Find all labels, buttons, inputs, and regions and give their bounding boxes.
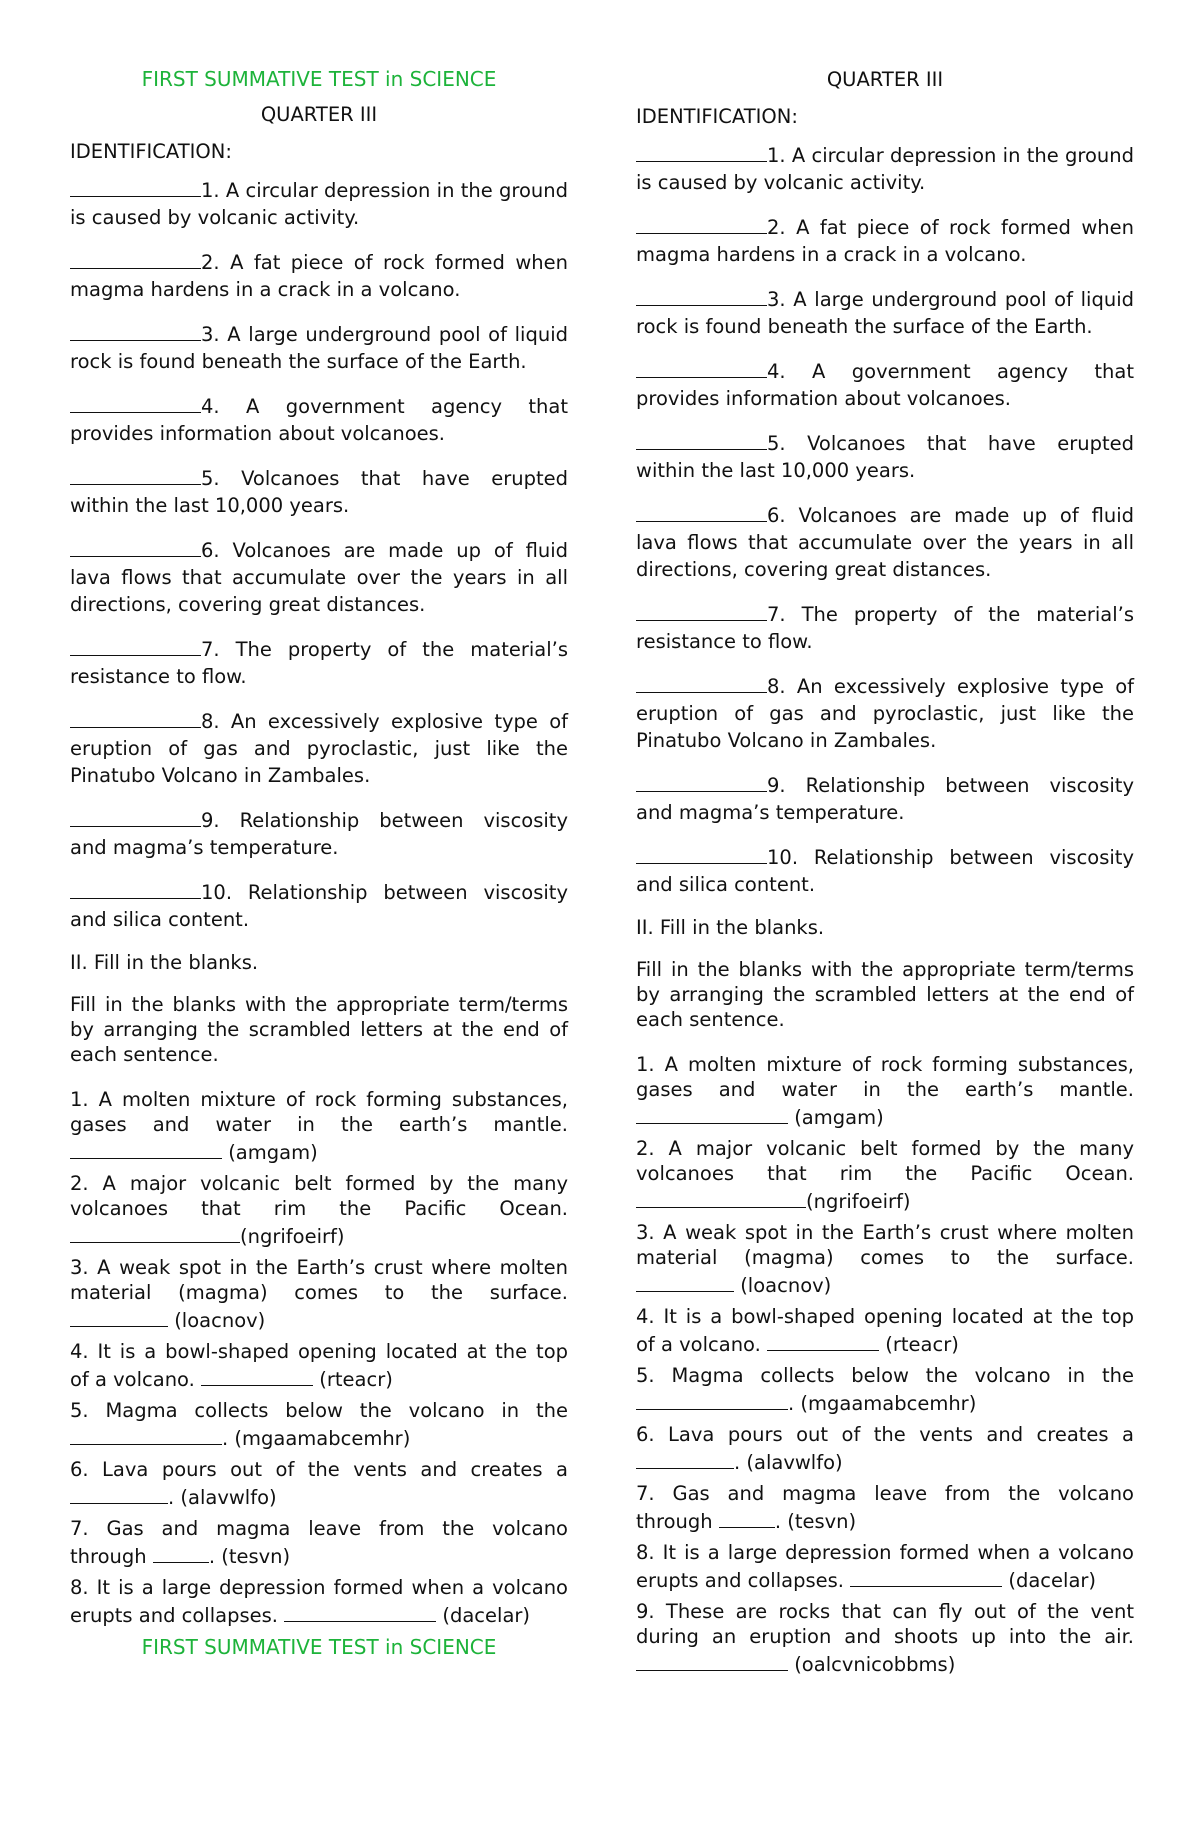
answer-blank[interactable] [70, 247, 201, 269]
id-item: 1. A circular depression in the ground is caused by volcanic activity. [636, 140, 1134, 196]
fill-instructions: Fill in the blanks with the appropriate term/terms by arranging the scrambled letters at the end of each sentence. [70, 993, 568, 1066]
fill-blank[interactable] [70, 1482, 168, 1504]
answer-blank[interactable] [70, 175, 201, 197]
fill-item: 7. Gas and magma leave from the volcano through . (tesvn) [70, 1517, 568, 1568]
identification-heading: IDENTIFICATION: [636, 105, 798, 128]
fill-blank[interactable] [636, 1388, 788, 1410]
footer-title: FIRST SUMMATIVE TEST in SCIENCE [141, 1635, 497, 1659]
fill-item: 9. These are rocks that can fly out of the vent during an eruption and shoots up into the air. (oalcvnicobbms) [636, 1600, 1134, 1676]
fill-item: 1. A molten mixture of rock forming substances, gases and water in the earth’s mantle. (amgam) [70, 1088, 568, 1164]
id-item: 3. A large underground pool of liquid rock is found beneath the surface of the Earth. [70, 319, 568, 375]
answer-blank[interactable] [70, 535, 201, 557]
fill-blank[interactable] [70, 1137, 222, 1159]
fill-item: 4. It is a bowl-shaped opening located at the top of a volcano. (rteacr) [70, 1340, 568, 1391]
answer-blank[interactable] [636, 842, 767, 864]
answer-blank[interactable] [70, 634, 201, 656]
id-item: 8. An excessively explosive type of eruption of gas and pyroclastic, just like the Pinatubo Volcano in Zambales. [636, 671, 1134, 754]
id-item: 3. A large underground pool of liquid rock is found beneath the surface of the Earth. [636, 284, 1134, 340]
answer-blank[interactable] [636, 770, 767, 792]
fill-blank[interactable] [201, 1364, 313, 1386]
fill-item: 2. A major volcanic belt formed by the many volcanoes that rim the Pacific Ocean. (ngrifoeirf) [636, 1137, 1134, 1213]
fill-blank[interactable] [636, 1270, 734, 1292]
answer-blank[interactable] [70, 463, 201, 485]
id-item: 2. A fat piece of rock formed when magma hardens in a crack in a volcano. [636, 212, 1134, 268]
fill-item: 5. Magma collects below the volcano in the . (mgaamabcemhr) [70, 1399, 568, 1450]
fill-instructions: Fill in the blanks with the appropriate term/terms by arranging the scrambled letters at the end of each sentence. [636, 958, 1134, 1031]
id-item: 4. A government agency that provides information about volcanoes. [70, 391, 568, 447]
fill-item: 2. A major volcanic belt formed by the many volcanoes that rim the Pacific Ocean. (ngrifoeirf) [70, 1172, 568, 1248]
section-two-heading: II. Fill in the blanks. [70, 951, 259, 974]
fill-blank[interactable] [850, 1565, 1002, 1587]
fill-item: 6. Lava pours out of the vents and creates a . (alavwlfo) [636, 1423, 1134, 1474]
answer-blank[interactable] [636, 140, 767, 162]
answer-blank[interactable] [70, 391, 201, 413]
id-item: 9. Relationship between viscosity and magma’s temperature. [636, 770, 1134, 826]
answer-blank[interactable] [70, 319, 201, 341]
fill-blank[interactable] [284, 1600, 436, 1622]
fill-blank[interactable] [636, 1186, 806, 1208]
identification-heading: IDENTIFICATION: [70, 140, 232, 163]
fill-item: 7. Gas and magma leave from the volcano through . (tesvn) [636, 1482, 1134, 1533]
answer-blank[interactable] [70, 877, 201, 899]
id-item: 4. A government agency that provides information about volcanoes. [636, 356, 1134, 412]
id-item: 6. Volcanoes are made up of fluid lava flows that accumulate over the years in all directions, covering great distances. [70, 535, 568, 618]
id-item: 7. The property of the material’s resistance to flow. [636, 599, 1134, 655]
id-item: 10. Relationship between viscosity and silica content. [636, 842, 1134, 898]
id-item: 5. Volcanoes that have erupted within the last 10,000 years. [70, 463, 568, 519]
id-item: 8. An excessively explosive type of eruption of gas and pyroclastic, just like the Pinatubo Volcano in Zambales. [70, 706, 568, 789]
fill-blank[interactable] [70, 1423, 222, 1445]
fill-blank[interactable] [636, 1447, 734, 1469]
fill-blank[interactable] [636, 1102, 788, 1124]
fill-blank[interactable] [70, 1305, 168, 1327]
answer-blank[interactable] [70, 706, 201, 728]
quarter-label: QUARTER III [260, 103, 378, 126]
fill-blank[interactable] [719, 1506, 775, 1528]
right-column [636, 66, 1134, 1677]
id-item: 6. Volcanoes are made up of fluid lava flows that accumulate over the years in all directions, covering great distances. [636, 500, 1134, 583]
quarter-label: QUARTER III [826, 68, 944, 91]
fill-blank[interactable] [636, 1649, 788, 1671]
fill-item: 8. It is a large depression formed when a volcano erupts and collapses. (dacelar) [70, 1576, 568, 1627]
left-column [70, 66, 568, 1661]
section-two-heading: II. Fill in the blanks. [636, 916, 825, 939]
id-item: 1. A circular depression in the ground is caused by volcanic activity. [70, 175, 568, 231]
id-item: 2. A fat piece of rock formed when magma hardens in a crack in a volcano. [70, 247, 568, 303]
fill-blank[interactable] [767, 1329, 879, 1351]
id-item: 9. Relationship between viscosity and magma’s temperature. [70, 805, 568, 861]
fill-item: 4. It is a bowl-shaped opening located at the top of a volcano. (rteacr) [636, 1305, 1134, 1356]
fill-blank[interactable] [70, 1221, 240, 1243]
fill-item: 5. Magma collects below the volcano in the . (mgaamabcemhr) [636, 1364, 1134, 1415]
fill-item: 3. A weak spot in the Earth’s crust where molten material (magma) comes to the surface. (loacnov) [636, 1221, 1134, 1297]
answer-blank[interactable] [636, 500, 767, 522]
fill-item: 3. A weak spot in the Earth’s crust where molten material (magma) comes to the surface. (loacnov) [70, 1256, 568, 1332]
fill-item: 8. It is a large depression formed when a volcano erupts and collapses. (dacelar) [636, 1541, 1134, 1592]
fill-item: 6. Lava pours out of the vents and creates a . (alavwlfo) [70, 1458, 568, 1509]
answer-blank[interactable] [636, 599, 767, 621]
answer-blank[interactable] [636, 428, 767, 450]
fill-item: 1. A molten mixture of rock forming substances, gases and water in the earth’s mantle. (amgam) [636, 1053, 1134, 1129]
fill-blank[interactable] [153, 1541, 209, 1563]
answer-blank[interactable] [636, 212, 767, 234]
answer-blank[interactable] [636, 356, 767, 378]
answer-blank[interactable] [636, 671, 767, 693]
answer-blank[interactable] [70, 805, 201, 827]
id-item: 7. The property of the material’s resistance to flow. [70, 634, 568, 690]
id-item: 10. Relationship between viscosity and silica content. [70, 877, 568, 933]
id-item: 5. Volcanoes that have erupted within the last 10,000 years. [636, 428, 1134, 484]
answer-blank[interactable] [636, 284, 767, 306]
test-title: FIRST SUMMATIVE TEST in SCIENCE [141, 67, 497, 91]
